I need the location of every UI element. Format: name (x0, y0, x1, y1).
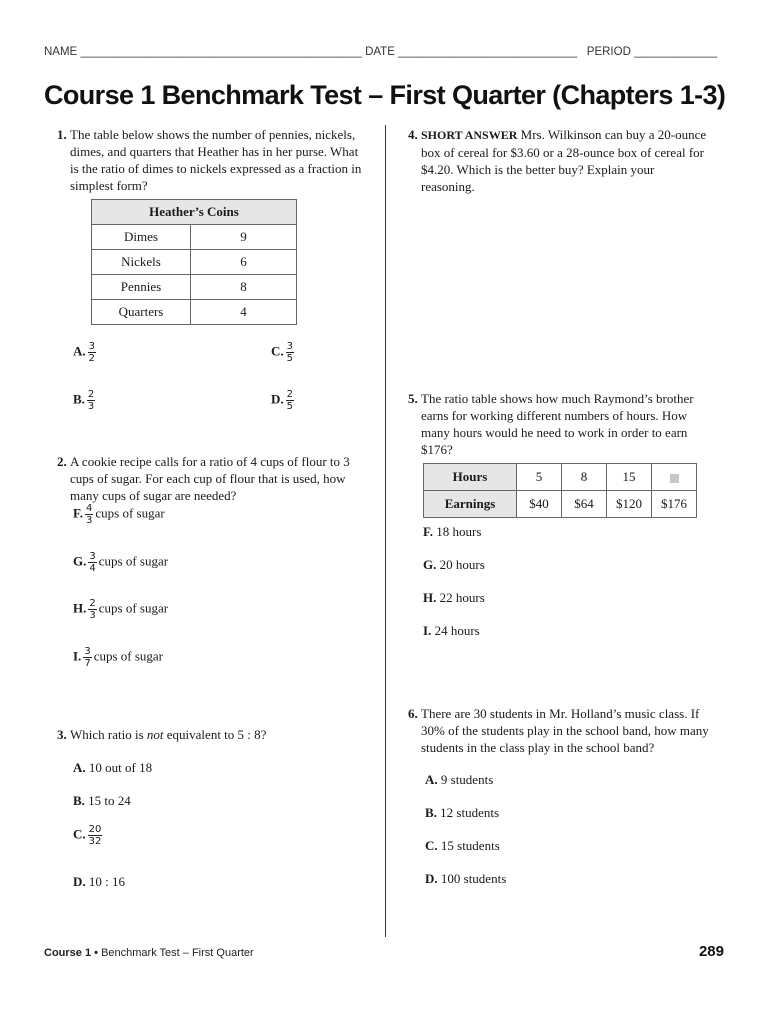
table-row (92, 225, 297, 250)
date-label: DATE (365, 46, 395, 58)
question-2-number: 2. (57, 454, 67, 469)
choice-fraction: $\frac{2}{3}$ (89, 598, 96, 621)
q5-choice-f[interactable] (423, 523, 481, 540)
page-number: 289 (698, 943, 724, 960)
q5-choice-i[interactable] (423, 622, 480, 639)
name-date-period-line (44, 46, 726, 58)
question-1-number: 1. (57, 127, 67, 142)
choice-text: 15 to 24 (88, 793, 131, 808)
period-blank[interactable]: _____________ (634, 46, 718, 58)
name-blank[interactable]: ____________________________________________ (80, 46, 362, 58)
choice-suffix: cups of sugar (98, 553, 169, 569)
earnings-cell: $64 (562, 491, 607, 518)
coin-name: Quarters (92, 300, 191, 325)
choice-fraction: $\frac{3}{7}$ (84, 646, 91, 669)
unknown-value-box (670, 474, 679, 483)
coin-name: Nickels (92, 250, 191, 275)
footer-bullet: • (94, 947, 98, 959)
question-6-text: There are 30 students in Mr. Holland’s music class. If 30% of the students play in the school band, how many students in the class play in the school band? (421, 706, 709, 755)
choice-fraction: $\frac{2}{3}$ (87, 389, 95, 412)
choice-letter: D. (271, 391, 284, 407)
unknown-hours-cell (652, 464, 697, 491)
date-blank[interactable]: ____________________________ (398, 46, 578, 58)
coins-table (91, 199, 297, 325)
earnings-cell: $40 (517, 491, 562, 518)
choice-letter: H. (73, 600, 87, 616)
hours-cell: 5 (517, 464, 562, 491)
choice-suffix: cups of sugar (98, 600, 169, 616)
table-row (92, 275, 297, 300)
choice-fraction: $\frac{2}{5}$ (286, 389, 294, 412)
table-row (92, 250, 297, 275)
question-6-number: 6. (408, 706, 418, 721)
earnings-label: Earnings (424, 491, 517, 518)
footer-text: Benchmark Test – First Quarter (101, 947, 254, 959)
choice-letter: G. (73, 553, 87, 569)
choice-letter: A. (73, 343, 86, 359)
coins-table-title: Heather’s Coins (92, 200, 297, 225)
question-2 (57, 453, 367, 504)
q3-choice-d[interactable] (73, 873, 125, 890)
q6-choice-d[interactable] (425, 870, 506, 887)
table-row (424, 464, 697, 491)
q6-choice-a[interactable] (425, 771, 493, 788)
question-3-number: 3. (57, 727, 67, 742)
earnings-cell: $120 (607, 491, 652, 518)
choice-text: 12 students (440, 805, 500, 820)
choice-letter: I. (73, 648, 82, 664)
q2-choice-i[interactable] (73, 646, 163, 669)
q5-choice-g[interactable] (423, 556, 485, 573)
choice-fraction: $\frac{4}{3}$ (86, 503, 93, 526)
q1-choice-c[interactable] (271, 341, 296, 364)
question-4-number: 4. (408, 127, 418, 142)
choice-letter: F. (73, 505, 83, 521)
hours-cell: 15 (607, 464, 652, 491)
question-5 (408, 390, 708, 458)
name-label: NAME (44, 46, 78, 58)
choice-fraction: $\frac{20}{32}$ (88, 824, 102, 847)
question-4-text: SHORT ANSWER Mrs. Wilkinson can buy a 20-ounce box of cereal for $3.60 or a 28-ounce box of cereal for $4.20. Which is the better buy? Explain your reasoning. (421, 127, 707, 194)
q2-choice-f[interactable] (73, 503, 165, 526)
q6-choice-c[interactable] (425, 837, 500, 854)
q1-choice-b[interactable] (73, 389, 97, 412)
table-row (424, 491, 697, 518)
short-answer-label: SHORT ANSWER (421, 128, 518, 142)
choice-fraction: $\frac{3}{2}$ (88, 341, 96, 364)
coin-count: 4 (191, 300, 297, 325)
coin-name: Dimes (92, 225, 191, 250)
q3-choice-a[interactable] (73, 759, 152, 776)
choice-text: 18 hours (436, 524, 482, 539)
coin-count: 9 (191, 225, 297, 250)
q6-choice-b[interactable] (425, 804, 499, 821)
hours-label: Hours (424, 464, 517, 491)
table-row (92, 300, 297, 325)
choice-letter: B. (73, 391, 85, 407)
choice-text: 20 hours (439, 557, 485, 572)
emphasis-not: not (146, 727, 164, 742)
question-5-text: The ratio table shows how much Raymond’s brother earns for working different numbers of hours. How many hours would he need to work in order to earn $176? (421, 391, 694, 457)
choice-suffix: cups of sugar (95, 505, 165, 521)
choice-letter: I. (423, 623, 432, 638)
choice-letter: B. (73, 793, 85, 808)
q3-choice-b[interactable] (73, 792, 131, 809)
question-5-number: 5. (408, 391, 418, 406)
choice-letter: C. (73, 826, 86, 842)
question-1 (57, 126, 362, 194)
period-label: PERIOD (586, 46, 631, 58)
coin-name: Pennies (92, 275, 191, 300)
choice-letter: C. (425, 838, 438, 853)
choice-letter: D. (425, 871, 438, 886)
column-divider (385, 125, 386, 937)
choice-letter: F. (423, 524, 433, 539)
choice-text: 10 out of 18 (88, 760, 153, 775)
choice-letter: C. (271, 343, 284, 359)
choice-letter: A. (73, 760, 86, 775)
choice-fraction: $\frac{3}{4}$ (89, 551, 96, 574)
question-1-text: The table below shows the number of pennies, nickels, dimes, and quarters that Heather has in her purse. What is the ratio of dimes to nickels expressed as a fraction in simplest form? (70, 127, 362, 193)
choice-letter: H. (423, 590, 437, 605)
earnings-cell: $176 (652, 491, 697, 518)
page-footer (44, 947, 254, 959)
choice-suffix: cups of sugar (93, 648, 164, 664)
q1-choice-d[interactable] (271, 389, 296, 412)
choice-text: 100 students (440, 871, 507, 886)
coin-count: 8 (191, 275, 297, 300)
choice-letter: G. (423, 557, 437, 572)
page-title: Course 1 Benchmark Test – First Quarter (Chapters 1-3) (44, 80, 726, 110)
hours-cell: 8 (562, 464, 607, 491)
q1-choice-a[interactable] (73, 341, 98, 364)
choice-fraction: $\frac{3}{5}$ (286, 341, 294, 364)
footer-course: Course 1 (44, 947, 92, 959)
choice-text: 15 students (440, 838, 500, 853)
q2-choice-h[interactable] (73, 598, 168, 621)
coin-count: 6 (191, 250, 297, 275)
choice-letter: B. (425, 805, 437, 820)
choice-text: 22 hours (439, 590, 485, 605)
choice-letter: D. (73, 874, 86, 889)
q2-choice-g[interactable] (73, 551, 168, 574)
question-4 (408, 126, 708, 195)
choice-text: 24 hours (434, 623, 480, 638)
ratio-table (423, 463, 697, 518)
question-6 (408, 705, 713, 756)
q3-choice-c[interactable] (73, 824, 104, 847)
q5-choice-h[interactable] (423, 589, 485, 606)
question-3-text: Which ratio is not equivalent to 5 : 8? (70, 727, 267, 742)
choice-text: 9 students (440, 772, 494, 787)
choice-text: 10 : 16 (88, 874, 126, 889)
choice-letter: A. (425, 772, 438, 787)
question-3 (57, 726, 367, 743)
question-2-text: A cookie recipe calls for a ratio of 4 cups of flour to 3 cups of sugar. For each cup of flour that is used, how many cups of sugar are needed? (70, 454, 350, 503)
